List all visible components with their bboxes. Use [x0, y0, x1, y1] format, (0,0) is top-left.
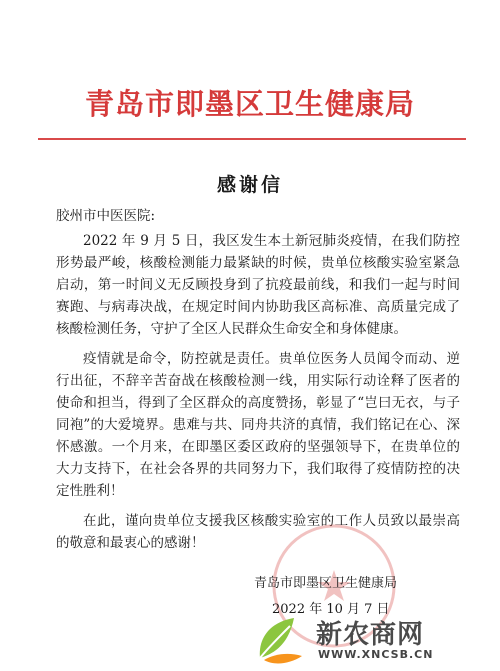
letterhead-title: 青岛市即墨区卫生健康局 [84, 87, 415, 121]
signature-org: 青岛市即墨区卫生健康局 [254, 576, 398, 591]
paragraph-2: 疫情就是命令，防控就是责任。贵单位医务人员闻令而动、逆行出征，不辞辛苦奋战在核酸检测一线，用实际行动诠释了医者的使命和担当，得到了全区群众的高度赞扬，彰显了“岂曰无衣，与子同袍”的大爱境界。患难与共、同舟共济的真情，我们铭记在心、深怀感激。一个月来，在即墨区委区政府的坚强领导下，在贵单位的大力支持下，在社会各界的共同努力下，我们取得了疫情防控的决定性胜利！ [56, 351, 460, 499]
watermark-url: WWW.XNCSB.CN [318, 648, 434, 661]
letter-body [56, 230, 460, 562]
letterhead-divider [38, 138, 466, 140]
letter-title: 感谢信 [216, 174, 283, 196]
salutation: 胶州市中医医院: [56, 208, 156, 224]
signature-date: 2022 年 10 月 7 日 [272, 602, 390, 617]
paragraph-3: 在此，谨向贵单位支援我区核酸实验室的工作人员致以最崇高的敬意和最衷心的感谢！ [56, 513, 460, 551]
leaf-logo-icon [250, 608, 308, 666]
watermark-name: 新农商网 [316, 620, 425, 650]
paragraph-1: 2022 年 9 月 5 日，我区发生本土新冠肺炎疫情，在我们防控形势最严峻，核酸检测能力最紧缺的时候，贵单位核酸实验室紧急启动，第一时间义无反顾投身到了抗疫最前线，和我们一起与时间赛跑、与病毒决战，在规定时间内协助我区高标准、高质量完成了核酸检测任务，守护了全区人民群众生命安全和身体健康。 [56, 233, 460, 337]
